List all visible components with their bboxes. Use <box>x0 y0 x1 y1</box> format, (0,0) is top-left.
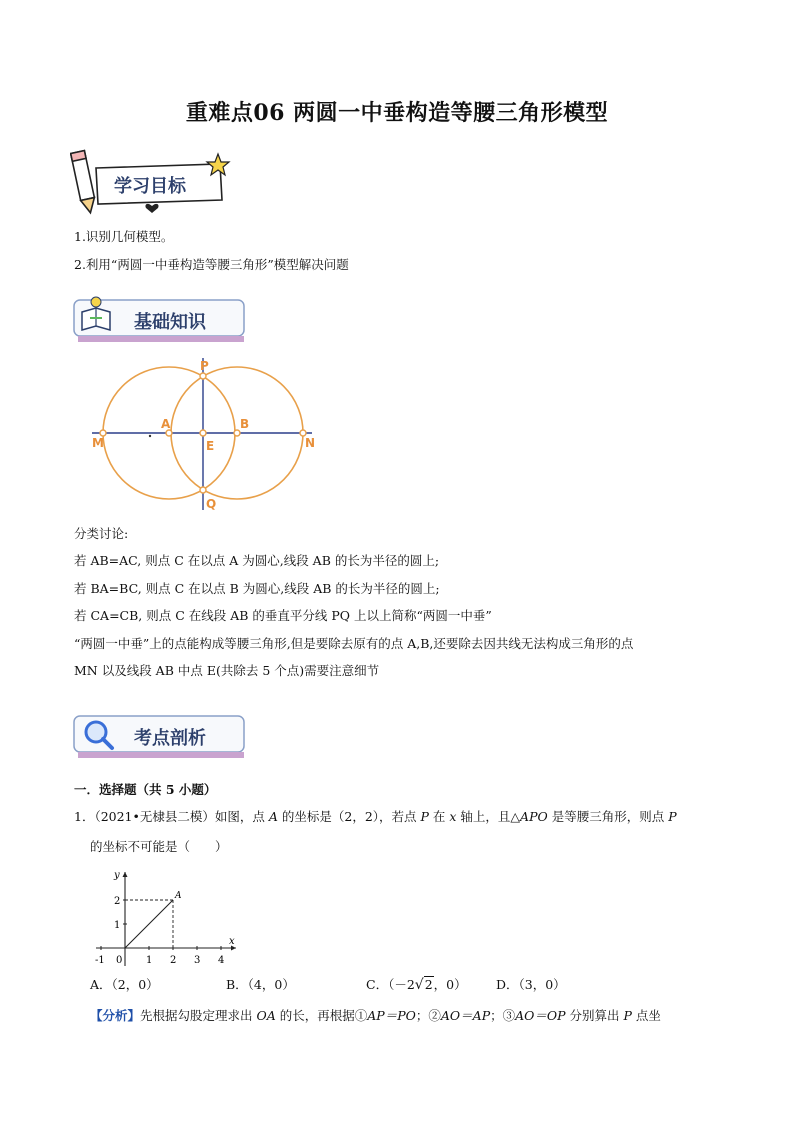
learning-goals-badge <box>70 142 240 217</box>
graph-x-tick-4: 4 <box>218 955 225 966</box>
graph-x-tick-1: 1 <box>146 955 153 966</box>
label-B: B <box>240 417 250 431</box>
graph-y-tick-1: 1 <box>114 920 121 931</box>
q1-text-e: 是等腰三角形，则点 <box>547 809 669 824</box>
question-number: 1． <box>74 809 95 824</box>
analysis-t2: 的长，再根据① <box>275 1008 368 1023</box>
analysis-t4: ；③ <box>490 1008 516 1023</box>
q1-x: x <box>449 809 457 824</box>
question-1-line-2: 的坐标不可能是（ ） <box>90 839 228 854</box>
q1-text-c: 在 <box>428 809 450 824</box>
discussion-line-2: 若 BA=BC, 则点 C 在以点 B 为圆心,线段 AB 的长为半径的圆上; <box>74 581 440 596</box>
q1-text-a: 如图，点 <box>214 809 269 824</box>
question-source: （2021•无棣县二模） <box>94 809 215 824</box>
q1-triangle: APO <box>520 809 548 824</box>
option-d: D．（3，0） <box>496 977 566 992</box>
q1-text-d: 轴上，且△ <box>456 809 521 824</box>
learning-goals-label: 学习目标 <box>114 176 186 197</box>
option-c-prefix: C．（－2 <box>366 977 415 992</box>
coordinate-graph <box>88 866 248 970</box>
label-Q: Q <box>206 497 217 511</box>
discussion-title: 分类讨论: <box>74 526 129 541</box>
label-P: P <box>200 359 209 373</box>
q1-point-a: A <box>268 809 278 824</box>
analysis-oa: OA <box>256 1008 276 1023</box>
discussion-line-4: “两圆一中垂”上的点能构成等腰三角形,但是要除去原有的点 A,B,还要除去因共线无法构成三角形的点 <box>74 636 634 651</box>
discussion-line-1: 若 AB=AC, 则点 C 在以点 A 为圆心,线段 AB 的长为半径的圆上; <box>74 553 440 568</box>
section-heading: 一．选择题（共 5 小题） <box>74 782 217 797</box>
discussion-line-5: MN 以及线段 AB 中点 E(共除去 5 个点)需要注意细节 <box>74 663 380 678</box>
option-c-radicand: 2 <box>424 977 433 992</box>
label-A: A <box>161 417 171 431</box>
label-E: E <box>206 439 215 453</box>
analysis-p: P <box>623 1008 632 1023</box>
option-c <box>366 976 467 994</box>
two-circles-figure <box>72 350 332 518</box>
goal-item-2: 2.利用“两圆一中垂构造等腰三角形”模型解决问题 <box>74 257 349 272</box>
graph-x-tick-0: 0 <box>116 955 123 966</box>
q1-text-b: 的坐标是（2，2），若点 <box>277 809 421 824</box>
analysis-t1: 先根据勾股定理求出 <box>140 1008 257 1023</box>
basic-knowledge-label: 基础知识 <box>134 312 206 333</box>
option-b: B．（4，0） <box>226 977 295 992</box>
analysis-eq2: AO＝AP <box>440 1008 491 1023</box>
analysis-tag: 【分析】 <box>90 1008 141 1023</box>
exam-analysis-label: 考点剖析 <box>134 728 206 749</box>
analysis-eq3: AO＝OP <box>515 1008 566 1023</box>
page-title: 重难点06 两圆一中垂构造等腰三角形模型 <box>185 100 609 126</box>
analysis-line <box>90 1007 661 1025</box>
graph-point-a-label: A <box>175 891 182 901</box>
graph-x-tick-m1: -1 <box>95 955 105 966</box>
analysis-t3: ；② <box>415 1008 441 1023</box>
sqrt-symbol: √ <box>414 977 424 993</box>
graph-x-label: x <box>229 936 235 947</box>
q1-point-p2: P <box>668 809 677 824</box>
analysis-t6: 点坐 <box>631 1008 661 1023</box>
option-c-suffix: ，0） <box>433 977 467 992</box>
goal-item-1: 1.识别几何模型。 <box>74 229 174 244</box>
question-1-line-1 <box>74 808 677 826</box>
analysis-eq1: AP＝PO <box>367 1008 416 1023</box>
label-M: M <box>92 436 104 450</box>
basic-knowledge-badge <box>72 292 250 346</box>
graph-y-tick-2: 2 <box>114 896 121 907</box>
graph-x-tick-3: 3 <box>194 955 201 966</box>
option-a: A．（2，0） <box>90 977 159 992</box>
discussion-line-3: 若 CA=CB, 则点 C 在线段 AB 的垂直平分线 PQ 上以上简称“两圆一中垂” <box>74 608 492 623</box>
graph-y-label: y <box>114 870 120 881</box>
graph-x-tick-2: 2 <box>170 955 177 966</box>
exam-analysis-badge <box>72 708 250 762</box>
analysis-t5: 分别算出 <box>565 1008 624 1023</box>
label-N: N <box>305 436 316 450</box>
q1-point-p: P <box>420 809 429 824</box>
